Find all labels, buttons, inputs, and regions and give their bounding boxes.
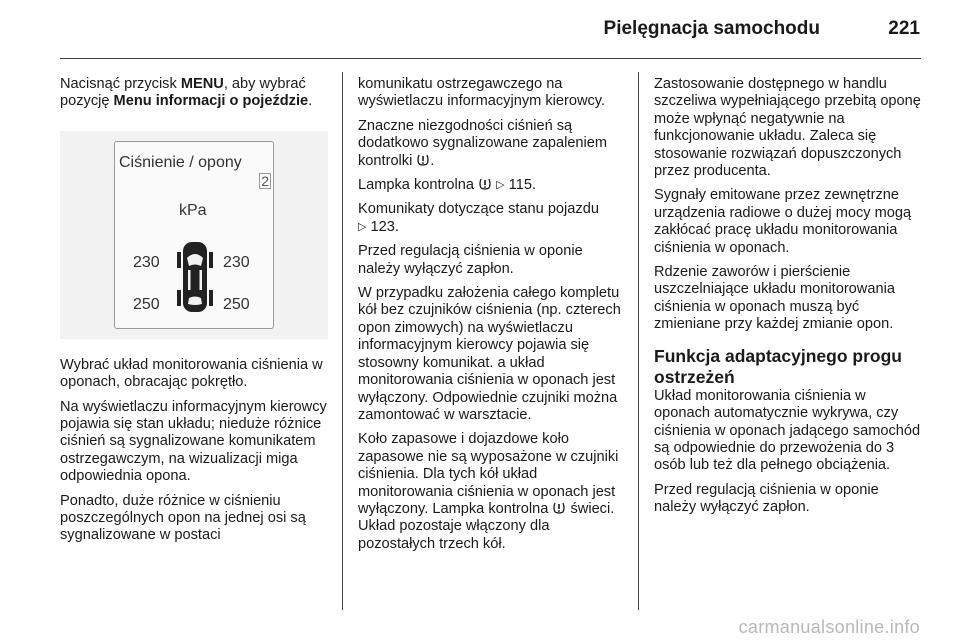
section-heading-adaptive-threshold: Funkcja adaptacyjnego progu ostrzeżeń — [654, 345, 902, 387]
page-reference-arrow-icon: ▷ — [496, 179, 505, 192]
paragraph-warning-message: komunikatu ostrzegawczego na wyświetlaczu informacyjnym kierowcy. — [358, 76, 606, 110]
rear-right-pressure: 250 — [223, 295, 250, 313]
menu-info-label: Menu informacji o pojeździe — [113, 93, 309, 110]
column-3 — [654, 76, 924, 524]
page-title: Pielęgnacja samochodu — [603, 18, 820, 39]
page-header — [0, 0, 960, 50]
watermark: carmanualsonline.info — [738, 617, 920, 637]
tire-pressure-warning-icon — [416, 153, 430, 167]
paragraph-sealant: Zastosowanie dostępnego w handlu szczeliwa wypełniającego przebitą oponę może wpłynąć negatywnie na funkcjonowanie układu. Zaleca się stosowanie rozwiązań dopuszczonych przez producenta. — [654, 76, 921, 180]
column-divider-1 — [342, 72, 343, 610]
column-1 — [60, 76, 332, 552]
paragraph-valve-cores: Rdzenie zaworów i pierścienie uszczelniające układu monitorowania ciśnienia w oponach muszą być zmieniane przy każdej zmianie opon. — [654, 264, 895, 333]
display-title: Ciśnienie / opony — [119, 153, 242, 171]
page-reference[interactable]: 115. — [508, 177, 536, 194]
paragraph-ignition-off: Przed regulacją ciśnienia w oponie należy wyłączyć zapłon. — [358, 243, 583, 277]
tire-pressure-warning-icon — [478, 177, 492, 191]
header-rule — [60, 58, 921, 59]
tire-pressure-display — [114, 141, 274, 329]
car-top-view-icon — [177, 240, 213, 314]
page-number: 221 — [888, 18, 920, 39]
page-reference[interactable]: 123. — [370, 218, 399, 235]
paragraph-control-light: Znaczne niezgodności ciśnień są dodatkowo sygnalizowane zapaleniem kontrolki . — [358, 117, 608, 169]
paragraph-adaptive-detection: Układ monitorowania ciśnienia w oponach automatycznie wykrywa, czy ciśnienia w oponach jadącego samochód są odpowiednie do przewożenia do 3 osób lub też dla pełnego obciążenia. — [654, 387, 921, 474]
paragraph-control-light-ref: Lampka kontrolna ▷ 115. — [358, 177, 536, 194]
paragraph-vehicle-messages: Komunikaty dotyczące stanu pojazdu ▷ 123. — [358, 201, 599, 235]
tire-pressure-warning-icon — [552, 501, 566, 515]
display-page-indicator: 2 — [261, 172, 269, 189]
tire-pressure-figure — [60, 131, 328, 339]
paragraph-spare-wheel: Koło zapasowe i dojazdowe koło zapasowe nie są wyposażone w czujniki ciśnienia. Dla tych kół układ monitorowania ciśnienia w oponach jest wyłączony. Lampka kontrolna świeci. Układ pozostaje włączony dla pozostałych trzech kół. — [358, 431, 619, 552]
page-reference-arrow-icon: ▷ — [358, 220, 367, 233]
rear-left-pressure: 250 — [133, 295, 160, 313]
paragraph-ignition-off-2: Przed regulacją ciśnienia w oponie należy wyłączyć zapłon. — [654, 481, 879, 516]
paragraph-menu-instruction: Nacisnąć przycisk MENU, aby wybrać pozycję Menu informacji o pojeździe. — [60, 76, 313, 110]
paragraph-status-display: Na wyświetlaczu informacyjnym kierowcy pojawia się stan układu; nieduże różnice ciśnień są sygnalizowane komunikatem ostrzegawczym, na wizualizacji miga odpowiednia opona. — [60, 398, 327, 485]
paragraph-large-differences: Ponadto, duże różnice w ciśnieniu poszczególnych opon na jednej osi są sygnalizowane w postaci — [60, 492, 306, 544]
front-right-pressure: 230 — [223, 253, 250, 271]
menu-button-label: MENU — [180, 76, 224, 92]
paragraph-select-system: Wybrać układ monitorowania ciśnienia w oponach, obracając pokrętło. — [60, 356, 323, 391]
column-2 — [358, 76, 628, 560]
paragraph-no-sensors: W przypadku założenia całego kompletu kół bez czujników ciśnienia (np. czterech opon zimowych) na wyświetlaczu informacyjnym kierowcy pojawia się stosowny komunikat. a układ monitorowania ciśnienia w oponach jest wyłączony. Odpowiednie czujniki można zamontować w warsztacie. — [358, 285, 621, 423]
front-left-pressure: 230 — [133, 253, 160, 271]
display-unit: kPa — [179, 201, 207, 219]
paragraph-radio-interference: Sygnały emitowane przez zewnętrzne urządzenia radiowe o dużej mocy mogą zakłócać pracę układu monitorowania ciśnienia w oponach. — [654, 187, 912, 256]
column-divider-2 — [638, 72, 639, 610]
